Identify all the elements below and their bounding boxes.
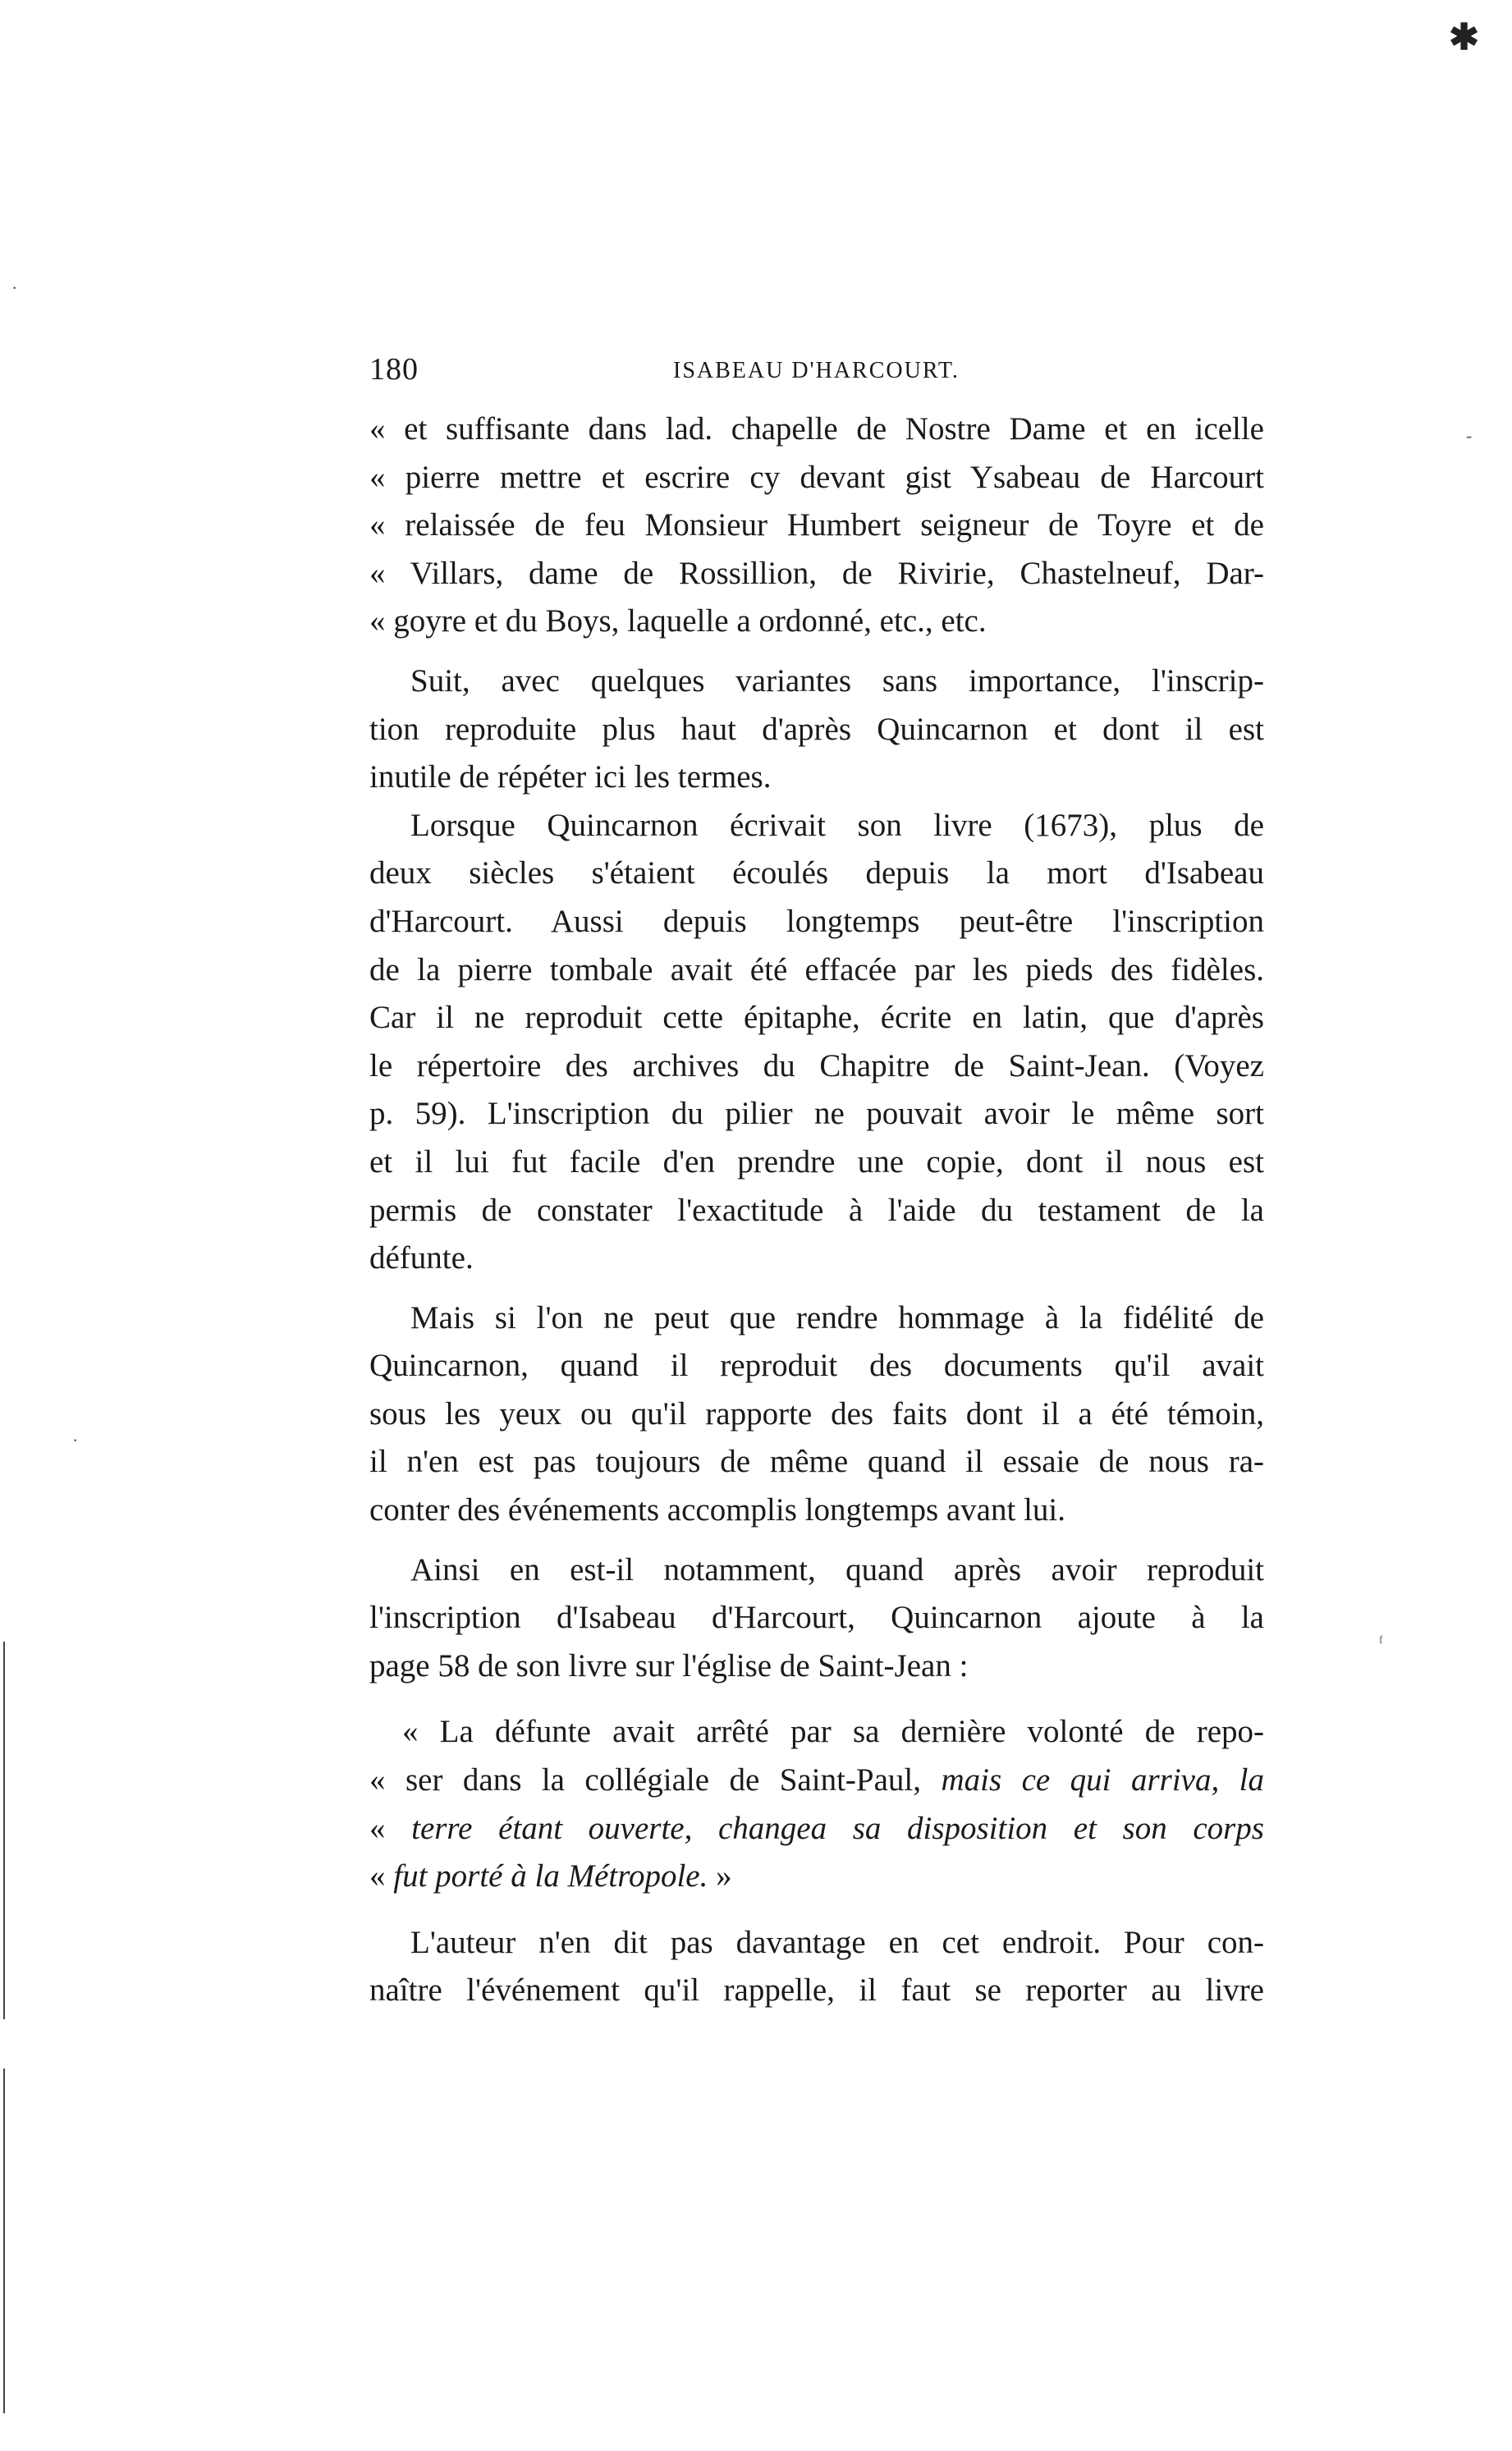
text-line: Car il ne reproduit cette épitaphe, écrite en latin, que d'après: [369, 1000, 1264, 1036]
quote-text: « ser dans la collégiale de Saint-Paul,: [369, 1762, 942, 1798]
margin-speck: -: [1466, 425, 1473, 446]
running-head: ISABEAU D'HARCOURT.: [673, 358, 960, 383]
paragraph-start-line: Suit, avec quelques variantes sans importance, l'inscrip-: [410, 662, 1264, 699]
page-number: 180: [369, 352, 419, 387]
paragraph-start-line: Lorsque Quincarnon écrivait son livre (1673), plus de: [410, 807, 1264, 843]
quote-line: [369, 1853, 1264, 1901]
text-line: de la pierre tombale avait été effacée par les pieds des fidèles.: [369, 951, 1264, 987]
text-line: deux siècles s'étaient écoulés depuis la mort d'Isabeau: [369, 855, 1264, 891]
text-line: naître l'événement qu'il rappelle, il faut se reporter au livre: [369, 1972, 1264, 2009]
paragraph-start-line: Mais si l'on ne peut que rendre hommage à la fidélité de: [410, 1299, 1264, 1335]
text-line: tion reproduite plus haut d'après Quincarnon et dont il est: [369, 711, 1264, 747]
quote-italic-text: terre étant ouverte, changea sa disposition et son corps: [411, 1810, 1264, 1846]
text-line: d'Harcourt. Aussi depuis longtemps peut-être l'inscription: [369, 903, 1264, 939]
text-line: et il lui fut facile d'en prendre une copie, dont il nous est: [369, 1143, 1264, 1180]
text-line: p. 59). L'inscription du pilier ne pouvait avoir le même sort: [369, 1096, 1264, 1132]
text-line: « relaissée de feu Monsieur Humbert seigneur de Toyre et de: [369, 507, 1264, 543]
text-line: page 58 de son livre sur l'église de Saint-Jean :: [369, 1647, 969, 1684]
quote-line: [369, 1805, 1264, 1853]
scan-edge-line: [3, 2068, 5, 2413]
text-line: il n'en est pas toujours de même quand il essaie de nous ra-: [369, 1444, 1264, 1480]
quote-mark: «: [369, 1858, 394, 1894]
text-line: l'inscription d'Isabeau d'Harcourt, Quincarnon ajoute à la: [369, 1600, 1264, 1636]
margin-speck: ·: [72, 1430, 79, 1450]
margin-speck: ᶠ: [1379, 1632, 1383, 1652]
text-line: permis de constater l'exactitude à l'aide du testament de la: [369, 1192, 1264, 1228]
text-line: « et suffisante dans lad. chapelle de Nostre Dame et en icelle: [369, 411, 1264, 447]
text-line: défunte.: [369, 1240, 474, 1276]
text-line: « Villars, dame de Rossillion, de Rivirie, Chastelneuf, Dar-: [369, 555, 1264, 591]
ink-stain-mark: ✱: [1449, 17, 1479, 57]
paragraph-start-line: Ainsi en est-il notamment, quand après avoir reproduit: [410, 1551, 1264, 1587]
quote-close: »: [708, 1858, 732, 1894]
quote-line: [369, 1708, 1264, 1757]
scan-edge-line: [3, 1642, 5, 2019]
margin-speck: ·: [11, 277, 18, 298]
text-line: « goyre et du Boys, laquelle a ordonné, etc., etc.: [369, 603, 987, 639]
paragraph-start-line: L'auteur n'en dit pas davantage en cet endroit. Pour con-: [410, 1924, 1264, 1960]
quote-italic-text: fut porté à la Métropole.: [393, 1858, 708, 1894]
text-line: le répertoire des archives du Chapitre de Saint-Jean. (Voyez: [369, 1047, 1264, 1083]
text-line: sous les yeux ou qu'il rapporte des faits dont il a été témoin,: [369, 1395, 1264, 1432]
body-text: [369, 405, 1264, 2015]
quote-line: [369, 1757, 1264, 1805]
quote-text: « La défunte avait arrêté par sa dernière volonté de repo-: [402, 1714, 1264, 1750]
page-header: [369, 351, 1264, 401]
text-line: « pierre mettre et escrire cy devant gist Ysabeau de Harcourt: [369, 459, 1264, 495]
quote-mark: «: [369, 1810, 412, 1846]
text-line: Quincarnon, quand il reproduit des documents qu'il avait: [369, 1348, 1264, 1384]
quote-italic-text: mais ce qui arriva, la: [941, 1762, 1264, 1798]
text-line: inutile de répéter ici les termes.: [369, 759, 772, 795]
text-line: conter des événements accomplis longtemps avant lui.: [369, 1492, 1066, 1528]
